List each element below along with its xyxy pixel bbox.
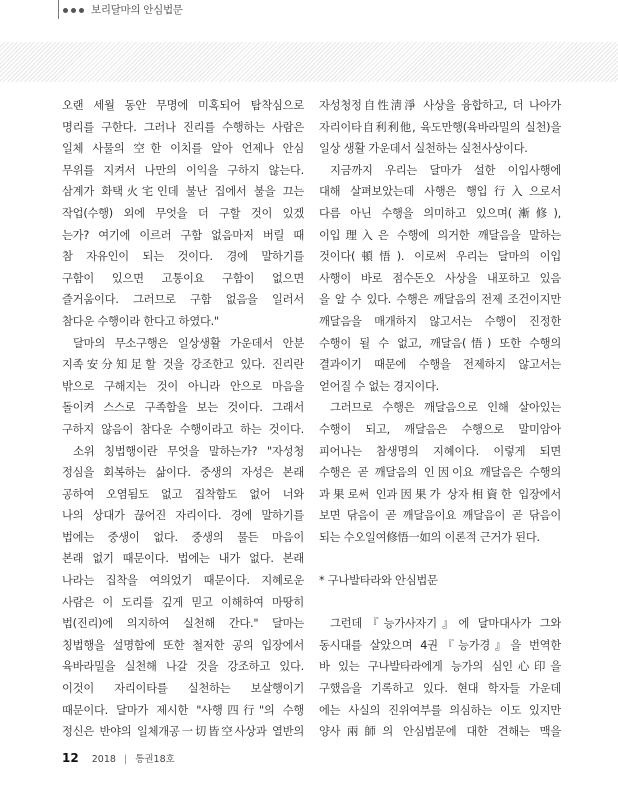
text-line: 일상 생활 가운데서 실천하는 실천사상이다. [319, 142, 528, 156]
text-line: 그러므로 수행은 깨달음으로 인해 살아있는 [330, 401, 561, 415]
text-line: 본래 없기 때문이다. 법에는 내가 없다. 본래 [62, 552, 304, 566]
text-line: 나라는 집착을 여의었기 때문이다. 지혜로운 [62, 574, 304, 588]
text-line: 동시대를 살았으며 4권『능가경』을 번역한 [319, 638, 561, 652]
text-line: 대해 살펴보았는데 사행은 행입行入으로서 [319, 185, 561, 199]
dot-icon [79, 8, 84, 13]
text-line: 정심을 회복하는 삶이다. 중생의 자성은 본래 [62, 466, 304, 480]
running-title: 보리달마의 안심법문 [91, 4, 183, 16]
text-line: 밖으로 구해지는 것이 아니라 안으로 마음을 [62, 379, 304, 393]
dots-icon [63, 8, 84, 13]
text-line: 그런데『능가사자기』에 달마대사가 그와 [330, 617, 561, 631]
text-line: 보면 닦음이 곧 깨달음이요 깨달음이 곧 닦음이 [319, 509, 561, 523]
text-line: 참다운 수행이라 한다고 하였다." [62, 314, 219, 328]
text-line: 일체 사물의 空한 이치를 알아 언제나 안심 [62, 142, 304, 156]
page-number: 12 [62, 751, 79, 765]
text-column-left [62, 95, 304, 743]
text-line: 즐거움이다. 그러므로 구함 없음을 일러서 [62, 293, 304, 307]
text-line: 자성청정自性淸淨 사상을 융합하고, 더 나아가 [319, 99, 561, 112]
text-line: 깨달음을 매개하지 않고서는 수행이 진정한 [319, 314, 561, 328]
page-footer [62, 751, 175, 765]
blank-line [319, 548, 561, 570]
blank-line [319, 592, 561, 614]
text-line: 자리이타自利利他, 육도만행(육바라밀의 실천)을 [319, 120, 561, 134]
text-line: 는가? 여기에 이르러 구함 없음마저 버릴 때 [62, 228, 304, 242]
text-line: 다름 아닌 수행을 의미하고 있으며(漸修), [319, 206, 561, 220]
text-line: 수행이 될 수 없고, 깨달음(悟) 또한 수행의 [319, 336, 561, 350]
text-line: 작업(수행) 외에 무엇을 더 구할 것이 있겠 [62, 206, 304, 220]
issue-year: 2018 [91, 754, 116, 765]
text-line: 되는 수오일여修悟一如의 이론적 근거가 된다. [319, 530, 540, 544]
text-column-right [319, 95, 561, 743]
decorative-pattern [0, 42, 618, 82]
text-line: 결과이기 때문에 수행을 전제하지 않고서는 [319, 358, 561, 372]
text-line: 지족安分知足할 것을 강조한고 있다. 진리란 [62, 358, 304, 372]
text-line: 이입理入은 수행에 의거한 깨달음을 말하는 [319, 228, 561, 242]
dot-icon [63, 8, 68, 13]
text-line: 양사兩師의 안심법문에 대한 견해는 맥을 [319, 725, 561, 739]
text-line: 수행이 되고, 깨달음은 수행으로 말미암아 [319, 422, 561, 436]
text-line: 참 자유인이 되는 것이다. 경에 말하기를 [62, 250, 304, 264]
text-line: 사람은 이 도리를 깊게 믿고 이해하여 마땅히 [62, 595, 304, 609]
text-line: 소위 칭법행이란 무엇을 말하는가? "자성청 [73, 444, 304, 458]
section-heading: * 구나발타라와 안심법문 [319, 574, 438, 588]
text-line: 달마의 무소구행은 일상생활 가운데서 안분 [73, 336, 304, 350]
text-line: 법에는 중생이 없다. 중생의 물든 마음이 [62, 530, 304, 544]
text-line: 구함이 있으면 고통이요 구함이 없으면 [62, 271, 304, 285]
text-line: 명리를 구한다. 그러나 진리를 수행하는 사람은 [62, 120, 304, 134]
issue-volume: 통권18호 [135, 754, 175, 765]
footer-separator: | [123, 754, 128, 765]
text-line: 돌이켜 스스로 구족함을 보는 것이다. 그래서 [62, 401, 304, 415]
text-line: 구했음을 기록하고 있다. 현대 학자들 가운데 [319, 682, 561, 696]
text-line: 피어나는 참생명의 지혜이다. 이렇게 되면 [319, 444, 561, 458]
text-line: 지금까지 우리는 달마가 설한 이입사행에 [330, 163, 561, 177]
text-line: 사행이 바로 점수돈오 사상을 내포하고 있음 [319, 271, 561, 285]
text-line: 삼계가 화택火宅인데 불난 집에서 불을 끄는 [62, 185, 304, 199]
text-line: 공하여 오염됨도 없고 집착함도 없어 너와 [62, 487, 304, 501]
text-line: 육바라밀을 실천해 나갈 것을 강조하고 있다. [62, 660, 304, 674]
text-line: 때문이다. 달마가 제시한 "사행四行"의 수행 [62, 703, 304, 717]
text-line: 에는 사실의 진위여부를 의심하는 이도 있지만 [319, 703, 561, 717]
text-line: 칭법행을 설명함에 또한 철저한 공의 입장에서 [62, 638, 304, 652]
text-line: 것이다(頓悟). 이로써 우리는 달마의 이입 [319, 250, 561, 264]
text-line: 바 있는 구나발타라에게 능가의 심인心印을 [319, 660, 561, 674]
text-line: 구하지 않음이 참다운 수행이라고 하는 것이다. [62, 422, 304, 436]
text-line: 나의 상대가 끊어진 자리이다. 경에 말하기를 [62, 509, 304, 523]
text-line: 무위를 지켜서 나만의 이익을 구하지 않는다. [62, 163, 304, 177]
text-line: 정신은 반야의 일체개공一切皆空사상과 열반의 [62, 725, 304, 739]
text-line: 수행은 곧 깨달음의 인因이요 깨달음은 수행의 [319, 466, 561, 480]
dot-icon [71, 8, 76, 13]
text-line: 이것이 자리이타를 실천하는 보살행이기 [62, 682, 304, 696]
text-line: 법(진리)에 의지하여 실천해 간다." 달마는 [62, 617, 304, 631]
text-line: 과果로써 인과因果가 상자相資한 입장에서 [319, 487, 561, 501]
text-line: 얻어질 수 없는 경지이다. [319, 379, 439, 393]
text-line: 을 알 수 있다. 수행은 깨달음의 전제 조건이지만 [319, 293, 561, 307]
text-line: 오랜 세월 동안 무명에 미혹되어 탐착심으로 [62, 99, 304, 112]
running-header [58, 0, 618, 19]
